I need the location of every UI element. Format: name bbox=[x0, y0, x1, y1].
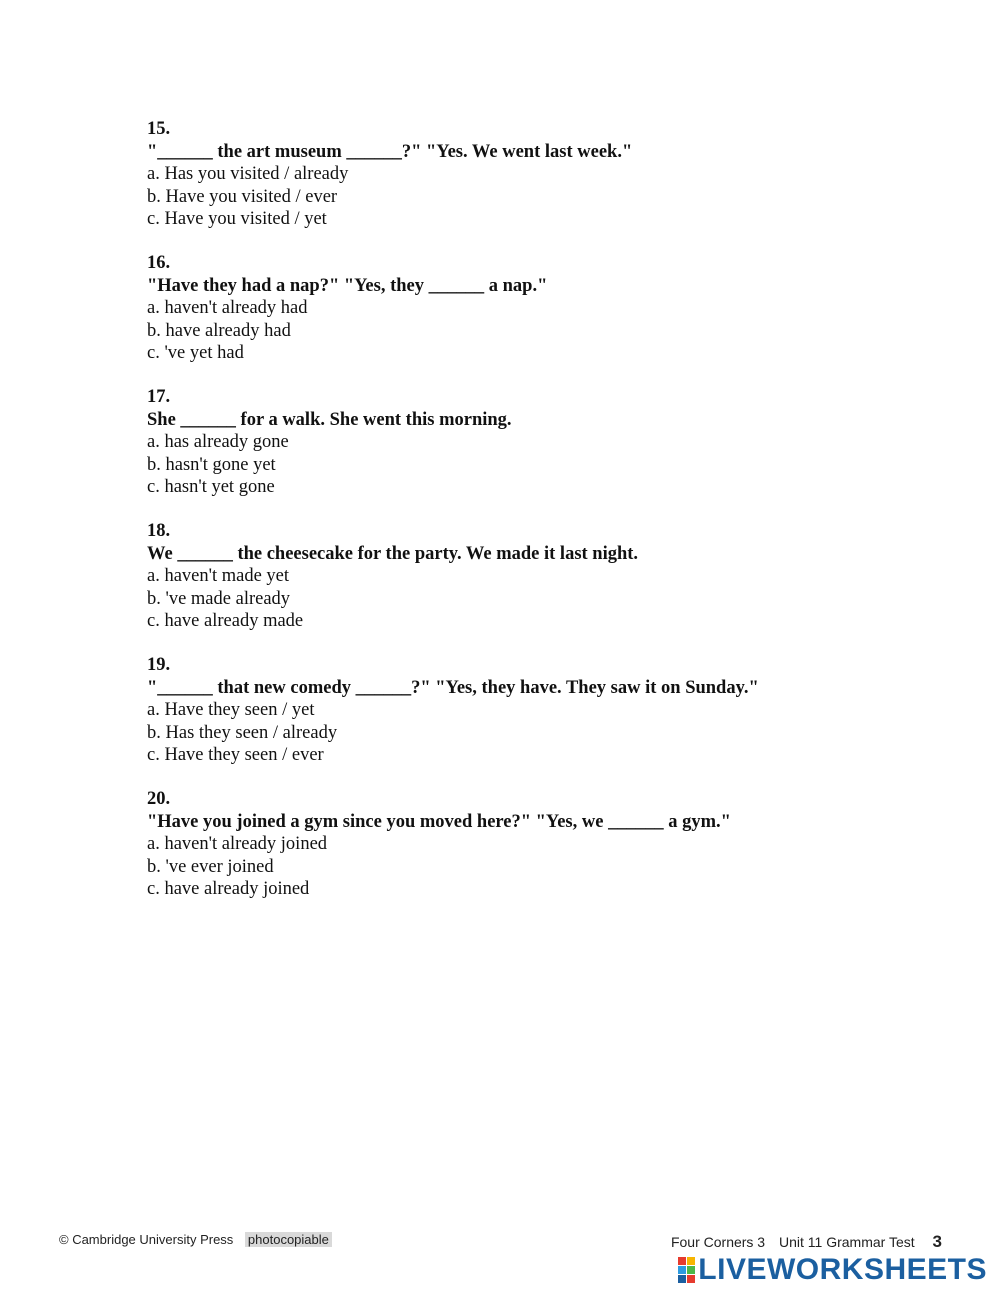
answer-option-b: b. 've ever joined bbox=[147, 856, 274, 877]
question-stem: "Have they had a nap?" "Yes, they ______ a nap." bbox=[147, 275, 548, 296]
answer-option-b: b. 've made already bbox=[147, 588, 291, 609]
logo-block bbox=[687, 1266, 695, 1274]
answer-option-a: a. haven't already joined bbox=[147, 834, 328, 854]
logo-block bbox=[678, 1257, 686, 1265]
test-title: Unit 11 Grammar Test bbox=[779, 1234, 915, 1250]
answer-option-b: b. have already had bbox=[147, 320, 291, 341]
footer-test-info bbox=[671, 1232, 942, 1252]
answer-option-c: c. Have they seen / ever bbox=[147, 745, 324, 765]
answer-option-a: a. haven't already had bbox=[147, 298, 308, 318]
question-number: 18. bbox=[147, 521, 171, 541]
question-number: 19. bbox=[147, 655, 171, 675]
liveworksheets-logo[interactable] bbox=[678, 1255, 987, 1285]
question-stem: She ______ for a walk. She went this morning. bbox=[147, 409, 512, 430]
answer-option-a: a. Has you visited / already bbox=[147, 164, 349, 184]
question-17 bbox=[147, 386, 947, 499]
question-16 bbox=[147, 252, 947, 365]
logo-block bbox=[678, 1275, 686, 1283]
answer-option-c: c. hasn't yet gone bbox=[147, 477, 275, 497]
question-number: 16. bbox=[147, 253, 171, 273]
footer-copyright bbox=[59, 1232, 332, 1247]
question-19 bbox=[147, 654, 947, 767]
logo-block bbox=[687, 1257, 695, 1265]
answer-option-a: a. has already gone bbox=[147, 432, 289, 452]
answer-option-a: a. Have they seen / yet bbox=[147, 700, 315, 720]
answer-option-b: b. Have you visited / ever bbox=[147, 186, 338, 207]
question-stem: "______ that new comedy ______?" "Yes, they have. They saw it on Sunday." bbox=[147, 677, 759, 698]
question-number: 15. bbox=[147, 119, 171, 139]
logo-blocks-icon bbox=[678, 1257, 695, 1283]
question-18 bbox=[147, 520, 947, 633]
question-list bbox=[147, 118, 947, 922]
question-20 bbox=[147, 788, 947, 901]
question-stem: We ______ the cheesecake for the party. We made it last night. bbox=[147, 543, 639, 564]
answer-option-b: b. Has they seen / already bbox=[147, 722, 338, 743]
question-number: 20. bbox=[147, 789, 171, 809]
answer-option-c: c. 've yet had bbox=[147, 343, 244, 363]
photocopiable-label: photocopiable bbox=[245, 1232, 332, 1247]
answer-option-a: a. haven't made yet bbox=[147, 566, 290, 586]
answer-option-c: c. have already joined bbox=[147, 879, 310, 899]
logo-block bbox=[687, 1275, 695, 1283]
question-stem: "Have you joined a gym since you moved here?" "Yes, we ______ a gym." bbox=[147, 811, 731, 832]
copyright-text: © Cambridge University Press bbox=[59, 1232, 234, 1247]
question-stem: "______ the art museum ______?" "Yes. We went last week." bbox=[147, 141, 633, 162]
page-number: 3 bbox=[932, 1232, 942, 1251]
answer-option-b: b. hasn't gone yet bbox=[147, 454, 276, 475]
answer-option-c: c. Have you visited / yet bbox=[147, 209, 327, 229]
course-name: Four Corners 3 bbox=[670, 1234, 766, 1250]
answer-option-c: c. have already made bbox=[147, 611, 304, 631]
logo-wordmark: LIVEWORKSHEETS bbox=[698, 1253, 987, 1286]
logo-block bbox=[678, 1266, 686, 1274]
question-number: 17. bbox=[147, 387, 171, 407]
question-15 bbox=[147, 118, 947, 231]
